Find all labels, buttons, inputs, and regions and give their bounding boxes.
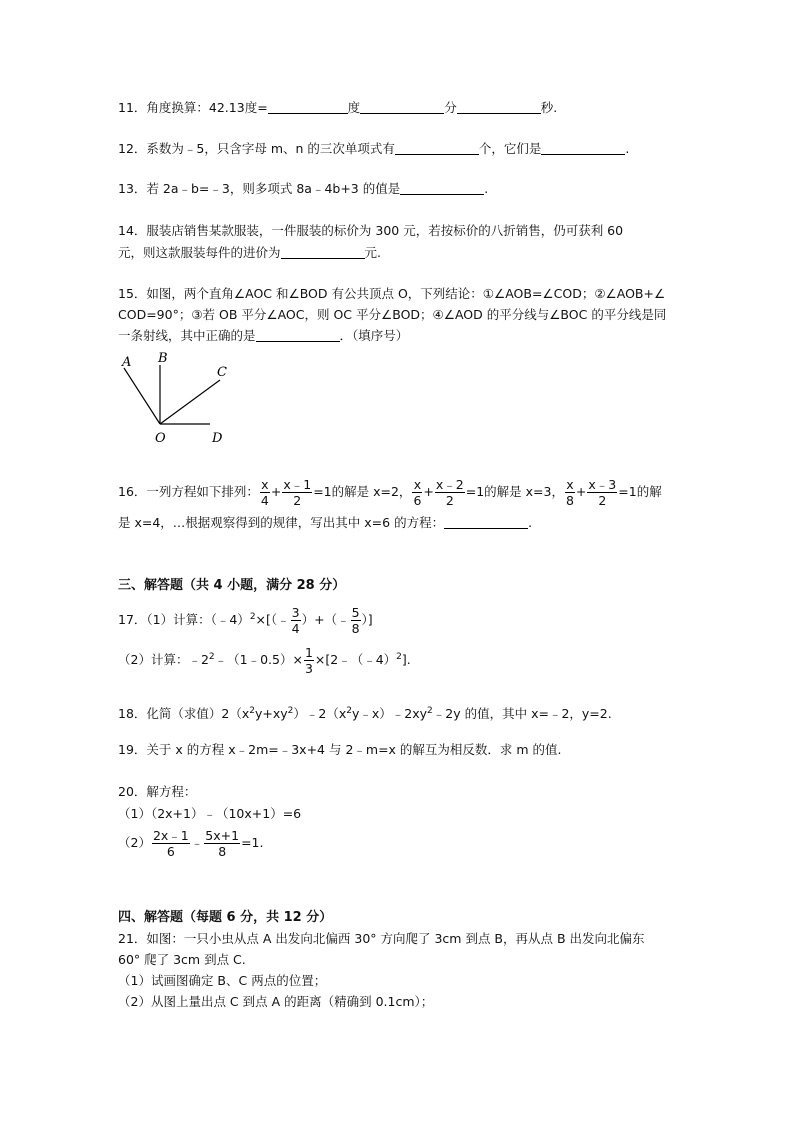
q12-text: 12．系数为﹣5，只含字母 m、n 的三次单项式有 bbox=[118, 141, 395, 156]
q18 bbox=[118, 702, 612, 723]
q13 bbox=[118, 180, 488, 198]
q17-text-4: ）] bbox=[361, 612, 373, 628]
denominator: 8 bbox=[565, 493, 574, 508]
denominator: 4 bbox=[260, 493, 269, 508]
ray-oc bbox=[160, 380, 220, 424]
q14-text-2: 元，则这款服装每件的进价为 bbox=[118, 245, 281, 260]
answer-blank bbox=[395, 141, 479, 155]
q17-part2-text: （2）计算：﹣2 bbox=[118, 652, 209, 668]
q21-part-2: （2）从图上量出点 C 到点 A 的距离（精确到 0.1cm）； bbox=[118, 994, 434, 1009]
denominator: 6 bbox=[413, 493, 422, 508]
q20-part2-end: =1. bbox=[241, 835, 264, 850]
numerator: x bbox=[261, 477, 269, 492]
q17-text: 17．（1）计算：（﹣4） bbox=[118, 612, 250, 628]
q18-text: 18．化简（求值）2（x bbox=[118, 706, 250, 722]
numerator: 5 bbox=[351, 605, 360, 621]
q15-line-1 bbox=[118, 285, 665, 303]
numerator: x bbox=[413, 477, 422, 492]
q16-line-1: 16．一列方程如下排列： $\frac{x}{4}$ + $\frac{x﹣1}{2}$ =1的解是 x=2， $\frac{x}{6}$ + $\frac{x﹣2}{2}$ =1的解是 x=3， $\frac{x}{8}$ + $\frac{x﹣3}{2}$ =1的解 bbox=[118, 477, 662, 508]
exponent: 2 bbox=[396, 652, 402, 662]
q20-part-2 bbox=[118, 826, 263, 860]
q20-part-1: （1）（2x+1）﹣（10x+1）=6 bbox=[118, 806, 302, 821]
fraction bbox=[351, 605, 361, 636]
q17-part-2 bbox=[118, 640, 411, 677]
q18-text-4: y﹣x）﹣2xy bbox=[352, 706, 428, 722]
label-o: O bbox=[155, 431, 166, 446]
q20-part2-text: （2） bbox=[118, 835, 151, 850]
label-d: D bbox=[212, 431, 223, 446]
answer-blank bbox=[268, 100, 348, 114]
denominator: 6 bbox=[166, 844, 175, 859]
denominator: 3 bbox=[304, 661, 313, 677]
numerator: 5x+1 bbox=[205, 828, 240, 843]
q21-line-2: 60° 爬了 3cm 到点 C. bbox=[118, 952, 246, 967]
ray-oa bbox=[124, 368, 160, 424]
q15-text-1: 15．如图，两个直角∠AOC 和∠BOD 有公共顶点 O，下列结论：①∠AOB=∠COD；②∠AOB+∠ bbox=[118, 286, 666, 301]
answer-blank bbox=[444, 515, 528, 529]
answer-blank bbox=[281, 245, 365, 259]
q11 bbox=[118, 99, 557, 117]
q17-part2-end: ]. bbox=[401, 652, 411, 668]
q11-unit-minute: 分 bbox=[444, 100, 457, 115]
q16-result-2: =1的解是 x=3， bbox=[465, 484, 564, 499]
q16-result-1: =1的解是 x=2， bbox=[313, 484, 412, 499]
q17-part-1 bbox=[118, 600, 373, 637]
label-b: B bbox=[158, 351, 168, 366]
q16-result-3: =1的解 bbox=[618, 484, 662, 499]
q11-unit-degree: 度 bbox=[347, 100, 361, 115]
q17-text-3: ）+（﹣ bbox=[301, 612, 350, 628]
q11-unit-second: 秒. bbox=[540, 100, 558, 115]
numerator: x﹣1 bbox=[283, 477, 312, 492]
exponent: 2 bbox=[427, 706, 433, 716]
exponent: 2 bbox=[287, 706, 294, 716]
q15-line-3 bbox=[118, 327, 408, 345]
fraction bbox=[435, 477, 465, 508]
q11-text: 11．角度换算：42.13度= bbox=[118, 100, 268, 115]
fraction bbox=[587, 477, 617, 508]
q16-end: . bbox=[528, 515, 533, 530]
q15-text-2: COD=90°；③若 OB 平分∠AOC，则 OC 平分∠BOD；④∠AOD 的平分线与∠BOC 的平分线是同 bbox=[118, 307, 667, 322]
answer-blank bbox=[360, 100, 444, 114]
label-a: A bbox=[122, 355, 132, 370]
section-3-heading: 三、解答题（共 4 小题，满分 28 分） bbox=[118, 578, 346, 593]
denominator: 8 bbox=[218, 844, 227, 859]
q18-text-5: ﹣2y 的值，其中 x=﹣2，y=2. bbox=[432, 706, 612, 722]
exponent: 2 bbox=[249, 612, 256, 622]
section-4-heading: 四、解答题（每题 6 分，共 12 分） bbox=[118, 910, 333, 925]
q14-end: 元. bbox=[364, 245, 381, 260]
answer-blank bbox=[400, 181, 484, 195]
q20-heading: 20．解方程： bbox=[118, 784, 197, 799]
q15-end: ．（填序号） bbox=[339, 328, 409, 343]
q14-line-2 bbox=[118, 244, 381, 262]
q17-part2-text-3: ×[2﹣（﹣4） bbox=[314, 652, 397, 668]
denominator: 2 bbox=[293, 493, 302, 508]
answer-blank bbox=[256, 328, 340, 342]
minus-sign: ﹣ bbox=[190, 835, 204, 850]
angle-figure bbox=[112, 348, 232, 448]
denominator: 4 bbox=[291, 621, 300, 637]
q16-line-2 bbox=[118, 514, 532, 532]
fraction bbox=[412, 477, 422, 508]
q13-text: 13．若 2a﹣b=﹣3，则多项式 8a﹣4b+3 的值是 bbox=[118, 181, 401, 196]
label-c: C bbox=[217, 365, 227, 380]
q21-part-1: （1）试画图确定 B、C 两点的位置； bbox=[118, 973, 327, 988]
numerator: x bbox=[566, 477, 574, 492]
denominator: 2 bbox=[445, 493, 454, 508]
fraction bbox=[565, 477, 575, 508]
fraction bbox=[282, 477, 312, 508]
numerator: 1 bbox=[304, 645, 313, 661]
fraction bbox=[260, 477, 270, 508]
q19: 19．关于 x 的方程 x﹣2m=﹣3x+4 与 2﹣m=x 的解互为相反数．求 m 的值. bbox=[118, 742, 562, 757]
fraction bbox=[152, 828, 190, 859]
exponent: 2 bbox=[208, 652, 215, 662]
numerator: x﹣2 bbox=[435, 477, 464, 492]
q14-line-1 bbox=[118, 222, 623, 240]
exponent: 2 bbox=[346, 706, 352, 716]
q18-text-2: y+xy bbox=[255, 706, 288, 722]
answer-blank bbox=[541, 141, 625, 155]
q16-text-2: 是 x=4，…根据观察得到的规律，写出其中 x=6 的方程： bbox=[118, 515, 445, 530]
q18-text-3: ）﹣2（x bbox=[293, 706, 347, 722]
q12-text-2: 个，它们是 bbox=[478, 141, 542, 156]
fraction bbox=[304, 645, 314, 676]
exponent: 2 bbox=[249, 706, 255, 716]
q15-text-3: 一条射线，其中正确的是 bbox=[118, 328, 256, 343]
q16-text: 16．一列方程如下排列： bbox=[118, 484, 259, 499]
numerator: x﹣3 bbox=[588, 477, 617, 492]
q17-part2-text-2: ﹣（1﹣0.5）× bbox=[214, 652, 303, 668]
numerator: 3 bbox=[291, 605, 300, 621]
denominator: 8 bbox=[351, 621, 360, 637]
q15-line-2 bbox=[118, 306, 666, 324]
fraction bbox=[291, 605, 301, 636]
denominator: 2 bbox=[598, 493, 607, 508]
q13-end: . bbox=[484, 181, 489, 196]
q17-text-2: ×[（﹣ bbox=[255, 612, 290, 628]
q21-line-1: 21．如图：一只小虫从点 A 出发向北偏西 30° 方向爬了 3cm 到点 B，再从点 B 出发向北偏东 bbox=[118, 931, 645, 946]
answer-blank bbox=[457, 100, 541, 114]
q12 bbox=[118, 140, 629, 158]
numerator: 2x﹣1 bbox=[152, 828, 189, 843]
fraction bbox=[204, 828, 240, 859]
q14-text-1: 14．服装店销售某款服装，一件服装的标价为 300 元，若按标价的八折销售，仍可获利 60 bbox=[118, 223, 624, 238]
q12-end: . bbox=[625, 141, 630, 156]
